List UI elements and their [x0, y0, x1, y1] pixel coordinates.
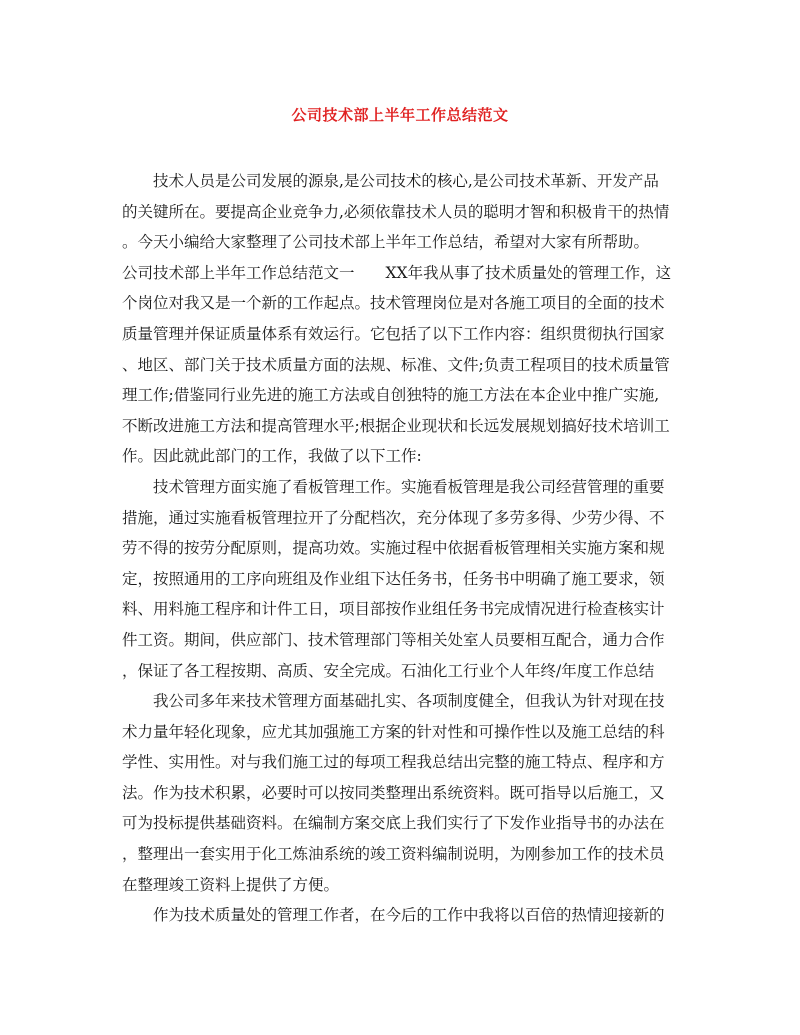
text-line: 技术人员是公司发展的源泉,是公司技术的核心,是公司技术革新、开发产品: [153, 172, 659, 190]
text-line: 作。因此就此部门的工作，我做了以下工作:: [122, 447, 422, 466]
text-line: 措施，通过实施看板管理拉开了分配档次，充分体现了多劳多得、少劳少得、不: [122, 508, 665, 527]
text-line: 学性、实用性。对与我们施工过的每项工程我总结出完整的施工特点、程序和方: [122, 753, 665, 772]
text-line: 质量管理并保证质量体系有效运行。它包括了以下工作内容：组织贯彻执行国家: [122, 324, 665, 343]
text-line: 料、用料施工程序和计件工日，项目部按作业组任务书完成情况进行检查核实计: [122, 600, 665, 619]
text-line: 的关键所在。要提高企业竞争力,必须依靠技术人员的聪明才智和积极肯干的热情: [122, 202, 670, 221]
text-line: 术力量年轻化现象，应尤其加强施工方案的针对性和可操作性以及施工总结的科: [122, 722, 665, 741]
text-line: 理工作;借鉴同行业先进的施工方法或自创独特的施工方法在本企业中推广实施,: [122, 386, 660, 405]
text-line: 我公司多年来技术管理方面基础扎实、各项制度健全，但我认为针对现在技: [153, 692, 665, 711]
text-line: 个岗位对我又是一个新的工作起点。技术管理岗位是对各施工项目的全面的技术: [122, 294, 665, 313]
text-line: 技术管理方面实施了看板管理工作。实施看板管理是我公司经营管理的重要: [153, 477, 665, 496]
text-line: 公司技术部上半年工作总结范文一 XX年我从事了技术质量处的管理工作，这: [122, 263, 672, 282]
text-line: 作为技术质量处的管理工作者，在今后的工作中我将以百倍的热情迎接新的: [153, 906, 665, 925]
text-line: 法。作为技术积累，必要时可以按同类整理出系统资料。既可指导以后施工，又: [122, 783, 665, 802]
text-line: 在整理竣工资料上提供了方便。: [122, 875, 340, 894]
text-line: 可为投标提供基础资料。在编制方案交底上我们实行了下发作业指导书的办法在: [122, 814, 665, 833]
text-line: 定，按照通用的工序向班组及作业组下达任务书，任务书中明确了施工要求，领: [122, 569, 665, 588]
text-line: 件工资。期间，供应部门、技术管理部门等相关处室人员要相互配合，通力合作: [122, 630, 665, 649]
text-line: 。今天小编给大家整理了公司技术部上半年工作总结，希望对大家有所帮助。: [122, 233, 650, 252]
text-line: ，整理出一套实用于化工炼油系统的竣工资料编制说明，为刚参加工作的技术员: [122, 845, 665, 864]
text-line: 、地区、部门关于技术质量方面的法规、标准、文件;负责工程项目的技术质量管: [122, 355, 670, 374]
document-body: [122, 166, 682, 931]
document-title: 公司技术部上半年工作总结范文: [291, 106, 509, 124]
text-line: 劳不得的按劳分配原则，提高功效。实施过程中依据看板管理相关实施方案和规: [122, 539, 665, 558]
text-line: ，保证了各工程按期、高质、安全完成。石油化工行业个人年终/年度工作总结: [122, 661, 655, 680]
text-line: 不断改进施工方法和提高管理水平;根据企业现状和长远发展规划搞好技术培训工: [122, 416, 670, 435]
